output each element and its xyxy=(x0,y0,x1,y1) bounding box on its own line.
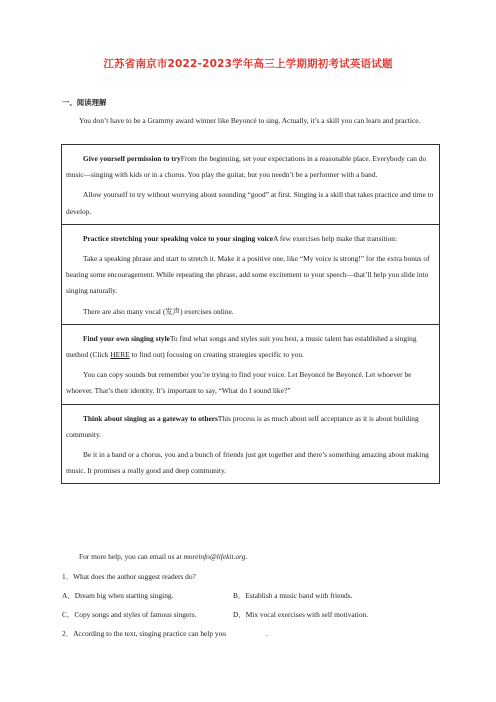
here-link[interactable]: HERE xyxy=(110,350,130,360)
passage-box-2 xyxy=(62,224,439,324)
box-text: Allow yourself to try without worrying about sounding “good” at first. Singing is a skill that takes practice and time to develop. xyxy=(66,190,434,216)
box-text: Take a speaking phrase and start to stretch it. Make it a positive one, like “My voice is strong!” for the extra bonus of hearing some encouragement. While repeating the phrase, add some excitement to your speech—that’ll help you slide into singing naturally. xyxy=(66,254,430,296)
box-text: From the beginning, set your expectations in a reasonable place. Everybody can do music—singing with kids or in a chorus. You play the guitar, but you needn’t be a performer with a band. xyxy=(66,154,427,180)
passage-table xyxy=(61,144,440,484)
document-title: 江苏省南京市2022-2023学年高三上学期期初考试英语试题 xyxy=(103,58,393,70)
email-link[interactable]: moreinfo@lifekit.org xyxy=(183,552,246,561)
intro-paragraph: You don’t have to be a Grammy award winner like Beyoncé to sing. Actually, it’s a skill you can learn and practice. xyxy=(79,116,421,125)
q1-option-a[interactable]: A．Dream big when starting singing. xyxy=(62,591,174,600)
box-text: Be it in a band or a chorus, you and a bunch of friends just get together and there’s something amazing about making music. It promises a really good and deep community. xyxy=(66,450,429,476)
section-heading: 一、阅读理解 xyxy=(62,98,107,107)
box-text: to find out) focusing on creating strategies specific to you. xyxy=(129,350,304,360)
more-help-text: For more help, you can email us at xyxy=(79,552,184,561)
q2-stem-text: 2．According to the text, singing practice can help you xyxy=(62,629,226,638)
box-text: There are also many vocal (发声) exercises online. xyxy=(83,306,234,316)
box-text: You can copy sounds but remember you’re trying to find your voice. Let Beyoncé be Beyoncé. Let whoever be whoever. That’s their identity. It’s important to say, “What do I sound like?” xyxy=(66,370,412,396)
answer-blank[interactable] xyxy=(226,635,266,636)
q1-option-c[interactable]: C．Copy songs and styles of famous singers. xyxy=(62,610,197,619)
passage-box-4 xyxy=(62,404,439,484)
q1-option-d[interactable]: D．Mix vocal exercises with self motivation. xyxy=(233,610,369,619)
box-heading: Give yourself permission to try xyxy=(83,154,181,163)
passage-box-1 xyxy=(62,145,439,224)
question-1-stem: 1．What does the author suggest readers do? xyxy=(62,572,196,581)
box-heading: Practice stretching your speaking voice to your singing voice xyxy=(83,233,274,243)
box-text: To find what songs and styles suit you best, a music talent has established a singing method (Click xyxy=(66,333,417,360)
box-text: This process is as much about self acceptance as it is about building community. xyxy=(66,413,419,439)
box-heading: Think about singing as a gateway to others xyxy=(83,413,218,423)
more-help-line xyxy=(79,552,247,561)
question-2-stem xyxy=(62,628,268,639)
q1-option-b[interactable]: B．Establish a music band with friends. xyxy=(233,591,353,600)
more-help-end: . xyxy=(245,552,248,561)
box-heading: Find your own singing style xyxy=(83,333,170,343)
q2-stem-end: . xyxy=(265,629,268,638)
passage-box-3 xyxy=(62,324,439,404)
box-text: A few exercises help make that transition: xyxy=(273,233,398,243)
